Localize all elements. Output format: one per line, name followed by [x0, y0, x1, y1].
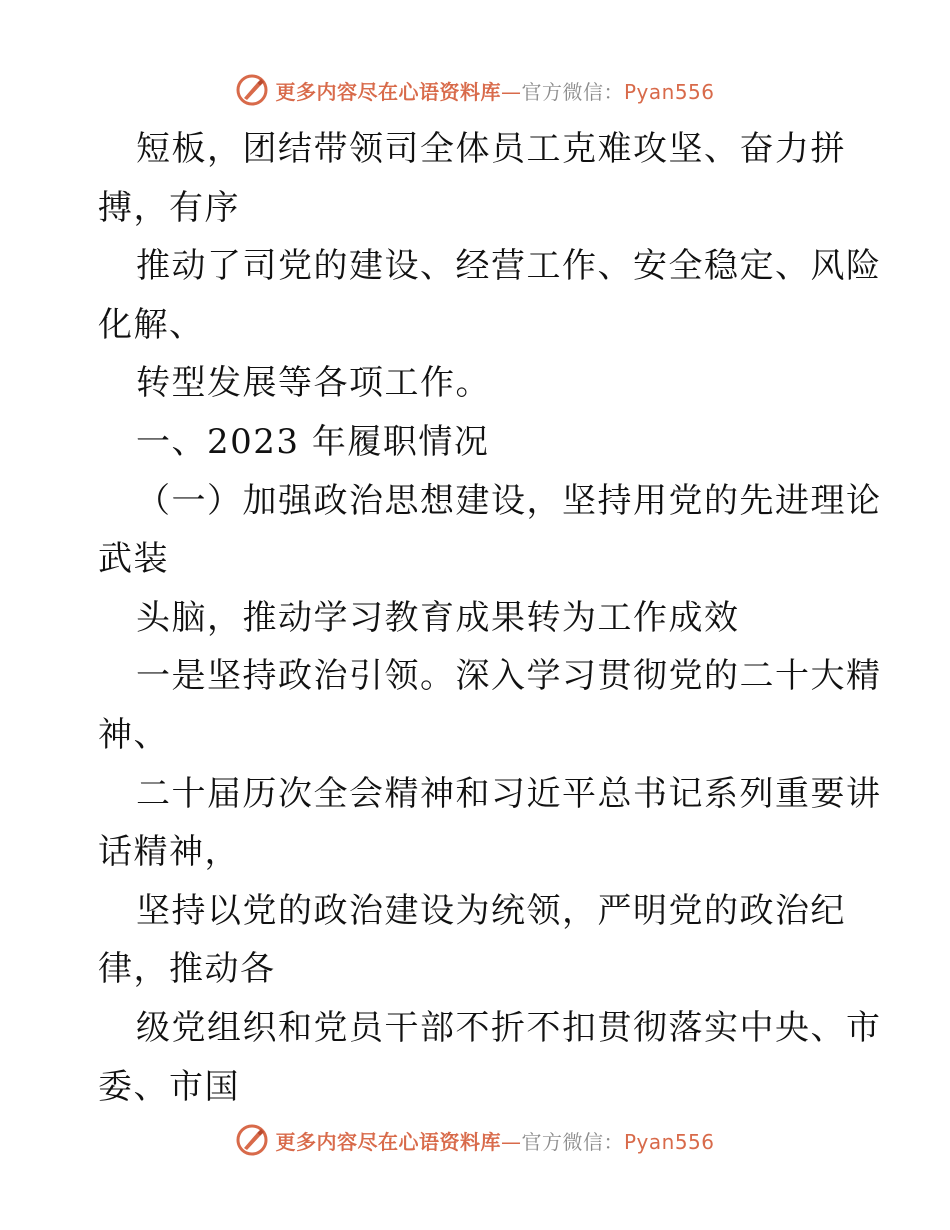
- text-line: 搏，有序: [98, 187, 240, 228]
- text-line: 头脑，推动学习教育成果转为工作成效: [136, 597, 740, 638]
- watermark-label: 官方微信：: [521, 1129, 624, 1154]
- text-line: 推动了司党的建设、经营工作、安全稳定、风险: [136, 246, 882, 287]
- watermark-brand: 更多内容尽在心语资料库: [275, 1129, 501, 1154]
- text-line: 短板，团结带领司全体员工克难攻坚、奋力拼: [136, 129, 846, 169]
- watermark-id: Pyan556: [623, 1129, 715, 1154]
- text-line: 转型发展等各项工作。: [136, 363, 491, 404]
- subsection-heading: （一）加强政治思想建设，坚持用党的先进理论: [136, 480, 882, 521]
- watermark-separator: —: [500, 1129, 522, 1154]
- text-line: 二十届历次全会精神和习近平总书记系列重要讲: [136, 773, 882, 814]
- text-line: 委、市国: [98, 1066, 240, 1107]
- watermark-brand: 更多内容尽在心语资料库: [275, 79, 501, 104]
- text-line: 级党组织和党员干部不折不扣贯彻落实中央、市: [136, 1007, 882, 1048]
- text-line: 武装: [98, 539, 169, 580]
- text-line: 神、: [98, 714, 169, 755]
- pen-seal-icon: [235, 73, 269, 107]
- footer-watermark: [0, 1120, 950, 1160]
- watermark-label: 官方微信：: [521, 79, 624, 104]
- watermark-separator: —: [500, 79, 522, 104]
- pen-seal-icon: [235, 1123, 269, 1157]
- text-line: 化解、: [98, 304, 205, 345]
- document-body: [98, 120, 882, 1116]
- text-line: 律，推动各: [98, 949, 276, 990]
- watermark-id: Pyan556: [623, 79, 715, 104]
- header-watermark: [0, 70, 950, 110]
- text-line: 坚持以党的政治建设为统领，严明党的政治纪: [136, 890, 846, 931]
- text-line: 话精神，: [98, 832, 240, 873]
- section-heading: 一、2023 年履职情况: [136, 421, 490, 462]
- text-line: 一是坚持政治引领。深入学习贯彻党的二十大精: [136, 656, 882, 697]
